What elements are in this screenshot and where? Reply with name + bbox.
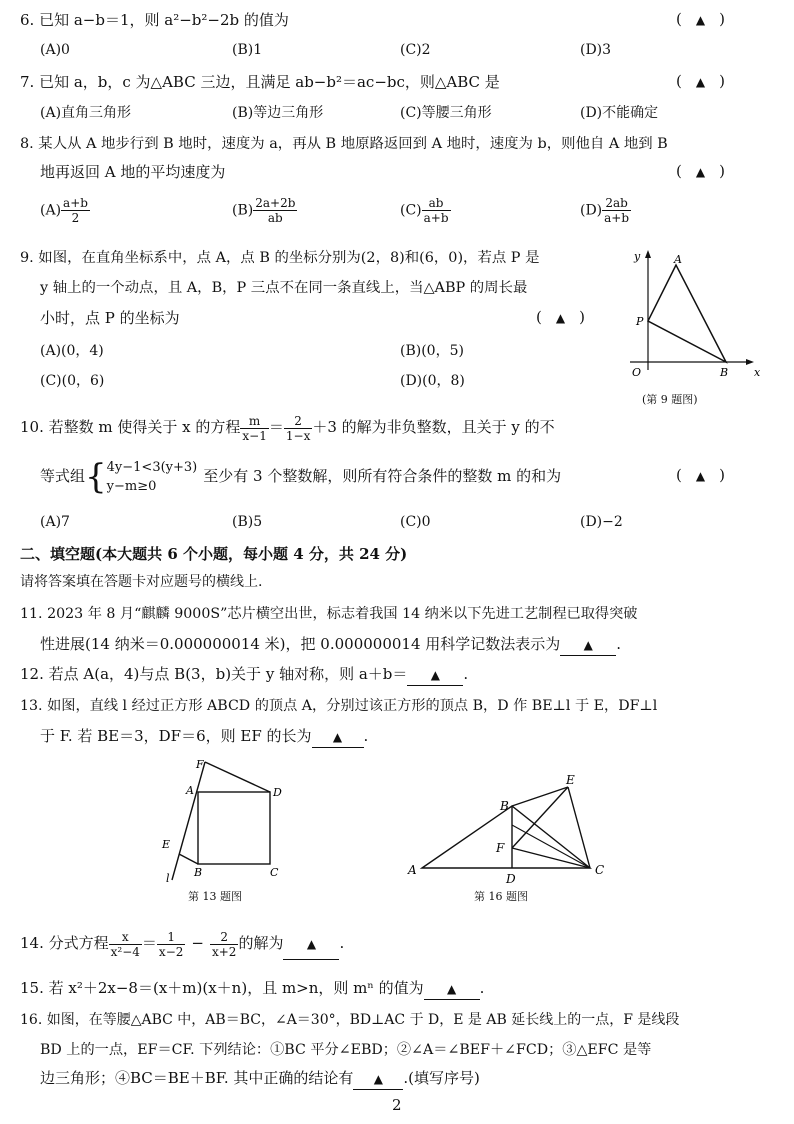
q9-label-b: B	[720, 366, 729, 379]
q16-label-e: E	[566, 773, 575, 787]
q13-square-abcd	[198, 792, 270, 864]
section2-title: 二、填空题(本大题共 6 个小题，每小题 4 分，共 24 分)	[20, 545, 408, 563]
q15-text: 15. 若 x²＋2x−8＝(x＋m)(x＋n)，且 m>n，则 mⁿ 的值为 ▲ .	[20, 978, 484, 1000]
q8-stem-line1: 8. 某人从 A 地步行到 B 地时，速度为 a，再从 B 地原路返回到 A 地时，速度为 b，则他自 A 地到 B	[20, 136, 668, 152]
q7-option-c: (C)等腰三角形	[400, 105, 492, 121]
q6-option-b: (B)1	[232, 42, 263, 58]
q10-option-d: (D)−2	[580, 514, 623, 530]
page-number: 2	[392, 1096, 402, 1114]
q8-option-a: (A) $\frac{a+b}{2}$	[40, 196, 88, 225]
q9-triangle-abp	[648, 265, 726, 362]
q10-option-c: (C)0	[400, 514, 431, 530]
q7-answer-bracket: ( ▲ )	[676, 72, 725, 90]
q11-line2: 性进展(14 纳米＝0.000000014 米)，把 0.000000014 用科学记数法表示为 ▲ .	[40, 634, 621, 656]
q16-segment-ec	[568, 787, 590, 868]
q11-line1: 11. 2023 年 8 月“麒麟 9000S”芯片横空出世，标志着我国 14 纳米以下先进工艺制程已取得突破	[20, 606, 638, 622]
q9-label-a: A	[674, 253, 682, 266]
q16-caption: 第 16 题图	[474, 890, 528, 903]
q14-text: 14. 分式方程 $\frac{x}{\text{x²−4}}$ ＝ $\frac{1}{x-2}$ − $\frac{2}{x+2}$ 的解为 ▲ .	[20, 929, 345, 959]
q10-answer-bracket: ( ▲ )	[676, 466, 725, 484]
q16-label-a: A	[408, 863, 417, 877]
q13-figure	[150, 752, 290, 892]
q13-label-c: C	[270, 866, 279, 879]
q9-stem-line1: 9. 如图，在直角坐标系中，点 A，点 B 的坐标分别为(2，8)和(6，0)，若点 P 是	[20, 250, 540, 266]
q9-label-x: x	[754, 366, 761, 379]
q10-option-a: (A)7	[40, 514, 70, 530]
q13-label-d: D	[273, 786, 282, 799]
q13-segment-df	[205, 762, 270, 792]
q16-label-b: B	[500, 799, 509, 813]
q13-label-b: B	[194, 866, 203, 879]
q9-stem-line3: 小时，点 P 的坐标为	[40, 309, 180, 327]
q16-label-f: F	[496, 841, 505, 855]
q13-caption: 第 13 题图	[188, 890, 242, 903]
q6-answer-bracket: ( ▲ )	[676, 10, 725, 28]
q13-line1: 13. 如图，直线 l 经过正方形 ABCD 的顶点 A，分别过该正方形的顶点 B，D 作 BE⊥l 于 E，DF⊥l	[20, 698, 658, 714]
q8-stem-line2: 地再返回 A 地的平均速度为	[40, 163, 226, 181]
q9-figure	[616, 248, 762, 380]
q16-label-d: D	[506, 872, 516, 885]
q10-stem-line1: 10. 若整数 m 使得关于 x 的方程 $\frac{m}{x-1}$ ＝ $\frac{2}{1-x}$ ＋3 的解为非负整数，且关于 y 的不	[20, 413, 555, 443]
q16-line3: 边三角形；④BC＝BE＋BF. 其中正确的结论有 ▲ .(填写序号)	[40, 1068, 480, 1090]
q8-option-d: (D) $\frac{2ab}{a+b}$	[580, 196, 630, 225]
q9-option-a: (A)(0，4)	[40, 343, 104, 359]
q9-label-p: P	[636, 315, 644, 328]
q16-line2: BD 上的一点，EF＝CF. 下列结论：①BC 平分∠EBD；②∠A＝∠BEF＋∠FCD；③△EFC 是等	[40, 1042, 652, 1058]
q13-label-a: A	[186, 784, 194, 797]
q7-stem: 7. 已知 a，b，c 为△ABC 三边，且满足 ab−b²＝ac−bc，则△ABC 是	[20, 73, 500, 91]
q10-option-b: (B)5	[232, 514, 263, 530]
q8-option-b: (B) $\frac{2a+2b}{ab}$	[232, 196, 296, 225]
q9-caption: (第 9 题图)	[642, 393, 698, 406]
q9-answer-bracket: ( ▲ )	[536, 308, 585, 326]
q16-figure	[400, 770, 620, 885]
q6-option-a: (A)0	[40, 42, 70, 58]
q13-label-l: l	[166, 872, 170, 885]
q7-option-d: (D)不能确定	[580, 105, 659, 121]
q7-option-a: (A)直角三角形	[40, 105, 132, 121]
q10-stem-line2: 等式组{ 4y−1<3(y+3) y−m≥0 至少有 3 个整数解，则所有符合条件的整数 m 的和为	[40, 457, 562, 497]
q16-line1: 16. 如图，在等腰△ABC 中，AB＝BC，∠A＝30°，BD⊥AC 于 D，E 是 AB 延长线上的一点，F 是线段	[20, 1012, 680, 1028]
q6-option-d: (D)3	[580, 42, 612, 58]
q9-option-b: (B)(0，5)	[400, 343, 464, 359]
q16-segment-inner	[512, 825, 590, 868]
q9-option-d: (D)(0，8)	[400, 373, 465, 389]
q13-label-f: F	[196, 758, 204, 771]
q9-stem-line2: y 轴上的一个动点，且 A，B，P 三点不在同一条直线上，当△ABP 的周长最	[40, 280, 528, 296]
q9-label-o: O	[632, 366, 642, 379]
q8-answer-bracket: ( ▲ )	[676, 162, 725, 180]
q12-text: 12. 若点 A(a，4)与点 B(3，b)关于 y 轴对称，则 a＋b＝ ▲ .	[20, 664, 468, 686]
q13-line-l	[172, 762, 205, 880]
q13-line2: 于 F. 若 BE＝3，DF＝6，则 EF 的长为 ▲ .	[40, 726, 368, 748]
q9-label-y: y	[634, 250, 641, 263]
q7-option-b: (B)等边三角形	[232, 105, 324, 121]
q9-x-arrow	[746, 359, 754, 365]
q8-option-c: (C) $\frac{ab}{a+b}$	[400, 196, 449, 225]
q16-triangle-abc	[422, 806, 590, 868]
q13-label-e: E	[162, 838, 171, 851]
q6-option-c: (C)2	[400, 42, 431, 58]
q9-y-arrow	[645, 250, 651, 258]
q16-label-c: C	[595, 863, 605, 877]
q9-option-c: (C)(0，6)	[40, 373, 105, 389]
section2-note: 请将答案填在答题卡对应题号的横线上.	[20, 574, 263, 590]
q6-stem: 6. 已知 a−b＝1，则 a²−b²−2b 的值为	[20, 11, 289, 29]
q13-segment-be	[179, 854, 198, 864]
